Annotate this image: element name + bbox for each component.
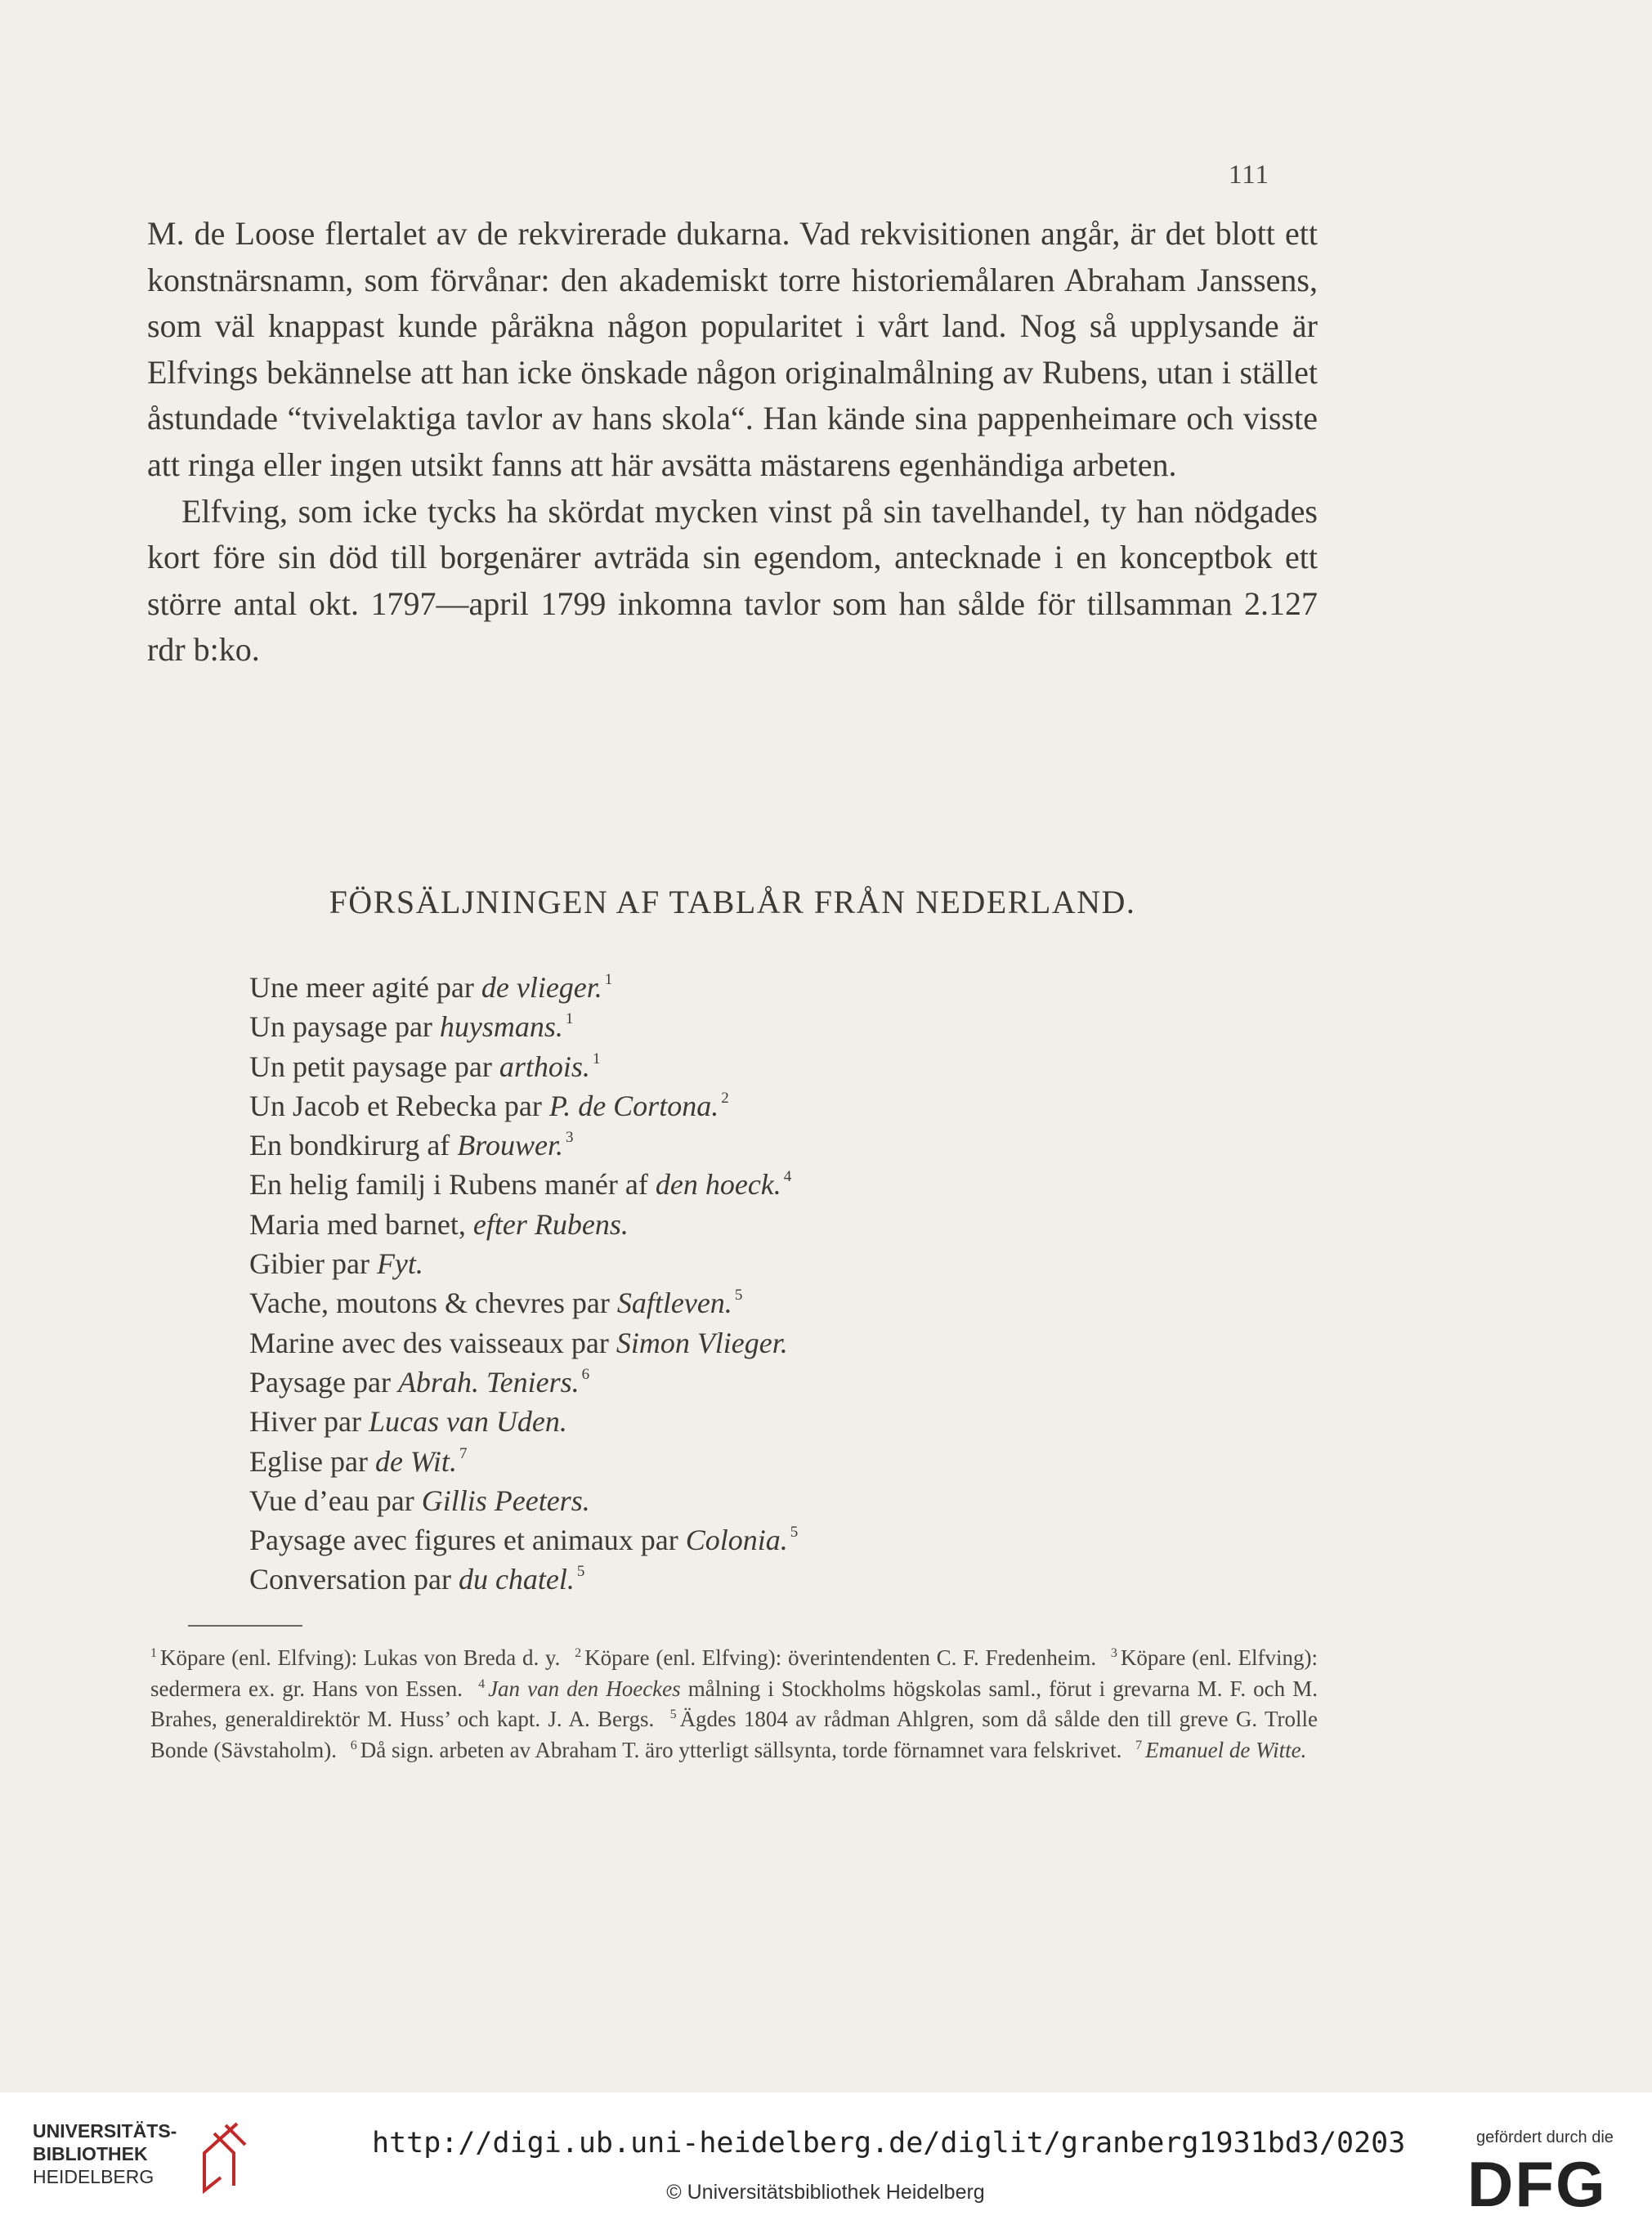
item-artist: de vlieger. bbox=[481, 971, 602, 1004]
item-title: Un paysage par bbox=[249, 1010, 440, 1044]
footnote bbox=[150, 1645, 560, 1670]
item-title: Eglise par bbox=[249, 1444, 375, 1478]
item-artist: Fyt. bbox=[376, 1247, 423, 1281]
item-artist: du chatel. bbox=[458, 1563, 575, 1596]
footnote-number: 5 bbox=[669, 1708, 677, 1721]
footnote-marker: 1 bbox=[592, 1050, 601, 1068]
footnote-text: Köpare (enl. Elfving): överintendenten C. F. Fredenheim. bbox=[584, 1645, 1097, 1670]
footnote-number: 7 bbox=[1135, 1738, 1143, 1752]
item-title: Conversation par bbox=[249, 1563, 459, 1596]
footnote-marker: 5 bbox=[576, 1563, 585, 1581]
library-name-line3: HEIDELBERG bbox=[33, 2166, 154, 2187]
page-number: 111 bbox=[1229, 160, 1270, 190]
item-title: Vache, moutons & chevres par bbox=[249, 1287, 617, 1320]
item-title: Maria med barnet, bbox=[249, 1207, 473, 1241]
footnote-italic-text: Emanuel de Witte. bbox=[1145, 1737, 1307, 1762]
list-item bbox=[249, 1283, 1312, 1323]
item-artist: Lucas van Uden. bbox=[368, 1405, 567, 1439]
footnote bbox=[351, 1738, 1122, 1762]
list-item bbox=[249, 1402, 1312, 1441]
footnote-marker: 6 bbox=[581, 1365, 590, 1383]
list-item bbox=[249, 1323, 1312, 1363]
funding-label: gefördert durch die bbox=[1476, 2128, 1614, 2146]
footnotes bbox=[150, 1643, 1318, 1766]
item-artist: efter Rubens. bbox=[472, 1207, 629, 1241]
list-item bbox=[249, 1481, 1312, 1520]
item-artist: Colonia. bbox=[685, 1524, 788, 1557]
body-text bbox=[147, 211, 1318, 674]
item-title: Gibier par bbox=[249, 1247, 377, 1281]
list-item bbox=[249, 1363, 1312, 1402]
list-item bbox=[249, 1520, 1312, 1560]
list-item bbox=[249, 1165, 1312, 1204]
footnote-text: Då sign. arbeten av Abraham T. äro ytterligt sällsynta, torde förnamnet vara felskrivet. bbox=[360, 1737, 1122, 1762]
footnote-text: Köpare (enl. Elfving): Lukas von Breda d. y. bbox=[160, 1645, 561, 1670]
footnote-italic-text: Jan van den Hoeckes bbox=[488, 1676, 681, 1701]
footnote-marker: 4 bbox=[783, 1168, 792, 1186]
footnote-marker: 2 bbox=[721, 1089, 729, 1107]
item-title: Vue d’eau par bbox=[249, 1484, 422, 1517]
footnote-marker: 3 bbox=[565, 1129, 574, 1147]
library-name-line2: BIBLIOTHEK bbox=[33, 2143, 148, 2164]
item-title: En bondkirurg af bbox=[249, 1129, 458, 1162]
footnote-marker: 5 bbox=[790, 1524, 799, 1542]
list-item bbox=[249, 968, 1312, 1007]
footnote-number: 4 bbox=[478, 1676, 486, 1691]
item-artist: de Wit. bbox=[374, 1444, 457, 1478]
footnote-text: Ägdes 1804 av rådman Ahlgren, som då sålde den till greve G. Trolle Bonde (Sävstaholm). bbox=[150, 1707, 1318, 1762]
dfg-logo[interactable]: DFG bbox=[1467, 2148, 1607, 2220]
item-artist: Gillis Peeters. bbox=[421, 1484, 590, 1517]
item-artist: Brouwer. bbox=[457, 1129, 563, 1162]
footnote-number: 1 bbox=[150, 1646, 157, 1660]
footnote-text-continued: målning i Stockholms högskolas saml., förut i grevarna M. F. och M. Brahes, generaldirektör M. Huss’ och kapt. J. A. Bergs. bbox=[150, 1676, 1318, 1731]
footnote bbox=[1135, 1738, 1306, 1762]
footnote-marker: 5 bbox=[734, 1287, 743, 1305]
footnote-marker: 1 bbox=[604, 971, 613, 988]
library-logo[interactable] bbox=[33, 2120, 245, 2210]
footnote-rule bbox=[188, 1625, 302, 1627]
footnote-number: 3 bbox=[1110, 1646, 1117, 1660]
list-item bbox=[249, 1086, 1312, 1126]
item-artist: P. de Cortona. bbox=[548, 1089, 719, 1122]
footnote-number: 6 bbox=[350, 1738, 357, 1752]
list-item bbox=[249, 1047, 1312, 1086]
list-item bbox=[249, 1244, 1312, 1283]
list-item bbox=[249, 1126, 1312, 1165]
item-artist: Saftleven. bbox=[616, 1287, 732, 1320]
item-title: Marine avec des vaisseaux par bbox=[249, 1326, 616, 1359]
item-title: Un Jacob et Rebecka par bbox=[249, 1089, 549, 1122]
item-title: Un petit paysage par bbox=[249, 1050, 499, 1083]
item-artist: den hoeck. bbox=[655, 1168, 781, 1202]
footnote bbox=[575, 1645, 1096, 1670]
library-name-line1: UNIVERSITÄTS- bbox=[33, 2120, 177, 2142]
item-title: Hiver par bbox=[249, 1405, 369, 1439]
footnote-text: Köpare (enl. Elfving): sedermera ex. gr. Hans von Essen. bbox=[150, 1645, 1318, 1701]
list-item bbox=[249, 1560, 1312, 1599]
item-title: Une meer agité par bbox=[249, 971, 481, 1004]
item-title: Paysage avec figures et animaux par bbox=[249, 1524, 686, 1557]
digital-object-url[interactable]: http://digi.ub.uni-heidelberg.de/diglit/granberg1931bd3/0203 bbox=[372, 2127, 1406, 2160]
list-item bbox=[249, 1442, 1312, 1481]
footnote-number: 2 bbox=[575, 1646, 582, 1660]
list-item bbox=[249, 1205, 1312, 1244]
painting-list bbox=[249, 968, 1312, 1600]
footnote-marker: 7 bbox=[459, 1444, 468, 1462]
footnote-marker: 1 bbox=[565, 1010, 574, 1028]
library-emblem-icon bbox=[196, 2120, 253, 2194]
list-item bbox=[249, 1007, 1312, 1046]
item-title: Paysage par bbox=[249, 1365, 398, 1399]
copyright-notice: © Universitätsbibliothek Heidelberg bbox=[666, 2181, 985, 2204]
item-artist: Abrah. Teniers. bbox=[397, 1365, 580, 1399]
paragraph-1: M. de Loose flertalet av de rekvirerade dukarna. Vad rekvisitionen angår, är det blott ett konstnärsnamn, som förvånar: den akademiskt torre historiemålaren Abraham Janssens, som väl knappast kunde påräkna någon popularitet i vårt land. Nog så upplysande är Elfvings bekännelse att han icke önskade någon originalmålning av Rubens, utan i stället åstundade “tvivelaktiga tavlor av hans skola“. Han kände sina pappenheimare och visste att ringa eller ingen utsikt fanns att här avsätta mästarens egenhändiga arbeten. bbox=[147, 215, 1318, 483]
paragraph-2: Elfving, som icke tycks ha skördat mycken vinst på sin tavelhandel, ty han nödgades kort före sin död till borgenärer avträda sin egendom, antecknade i en konceptbok ett större antal okt. 1797—april 1799 inkomna tavlor som han sålde för tillsamman 2.127 rdr b:ko. bbox=[147, 492, 1318, 669]
item-artist: arthois. bbox=[499, 1050, 590, 1083]
footer bbox=[0, 2092, 1652, 2229]
item-title: En helig familj i Rubens manér af bbox=[249, 1168, 656, 1202]
item-artist: Simon Vlieger. bbox=[616, 1326, 788, 1359]
section-title: FÖRSÄLJNINGEN AF TABLÅR FRÅN NEDERLAND. bbox=[329, 884, 1136, 920]
item-artist: huysmans. bbox=[439, 1010, 563, 1044]
